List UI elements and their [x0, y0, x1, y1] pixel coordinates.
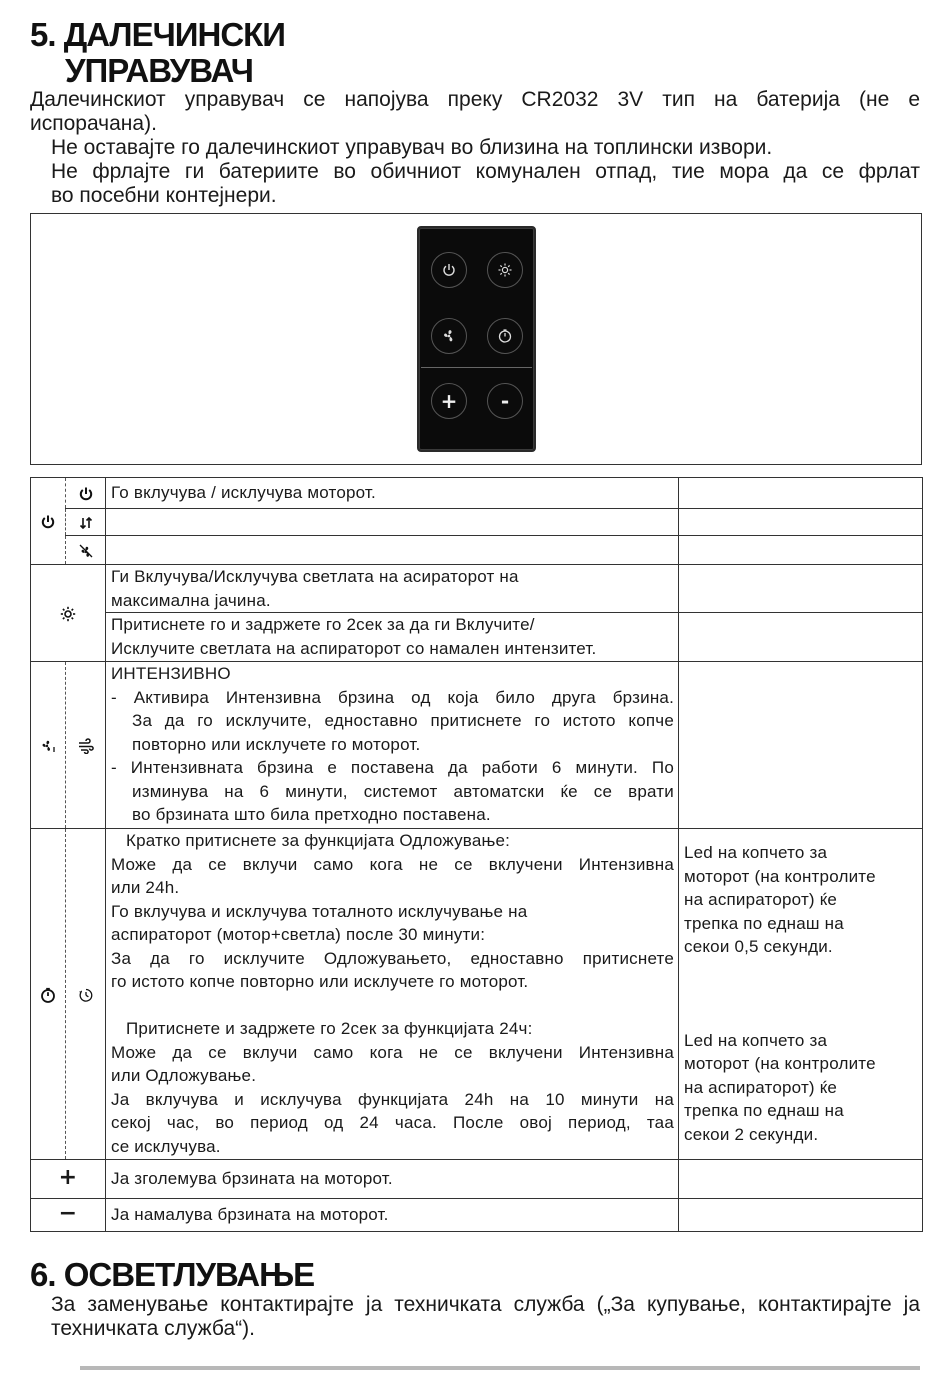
- delay-line1: Кратко притиснете за функцијата Одложување:: [126, 831, 511, 850]
- intensive-b1-line2: За да го исклучите, едноставно притиснете го истото копче: [132, 711, 674, 730]
- remote-power-button: [431, 252, 467, 288]
- section-5-title-line2: УПРАВУВАЧ: [65, 52, 253, 89]
- intro-line2: испорачана).: [30, 112, 157, 135]
- intensive-b2-line1: - Интензивната брзина е поставена да работи 6 минути. По: [111, 758, 674, 777]
- power-icon: [40, 514, 56, 530]
- table-row: [31, 565, 923, 613]
- light-max-line2: максимална јачина.: [111, 590, 271, 610]
- wind-icon: [78, 738, 94, 754]
- light-dim-line1: Притиснете го и задржете го 2сек за да ги Вклучите/: [111, 615, 535, 634]
- remote-fan-button: [431, 318, 467, 354]
- minus-icon-cell: [31, 1199, 106, 1232]
- intensive-heading: ИНТЕНЗИВНО: [111, 664, 231, 683]
- power-icon: [78, 486, 94, 502]
- table-row: [31, 536, 923, 565]
- mode24-note-line2: моторот (на контролите: [684, 1054, 876, 1073]
- speed-swap-icon-cell: [66, 509, 106, 536]
- remote-control-image: [417, 226, 536, 452]
- mode24-line5: секој час, во период од 24 часа. После овој период, таа: [111, 1113, 674, 1132]
- light-max-note: [679, 565, 923, 613]
- mode24-line1: Притиснете и задржете го 2сек за функцијата 24ч:: [126, 1019, 533, 1038]
- remote-plus-button: [431, 383, 467, 419]
- timer-icon: [497, 328, 513, 344]
- clock-icon-cell: [66, 829, 106, 1160]
- minus-desc: [106, 1199, 679, 1232]
- section-6-text-line1: За заменување контактирајте ја техничката служба („За купување, контактирајте ја: [51, 1293, 920, 1316]
- fan-off-desc: [106, 536, 679, 565]
- power-icon: [441, 262, 457, 278]
- section-6-title: 6. ОСВЕТЛУВАЊЕ: [30, 1256, 315, 1293]
- up-down-arrows-icon: [78, 515, 94, 531]
- delay-note-line3: на аспираторот) ќе: [684, 890, 838, 909]
- intensive-b2-line2: изминува на 6 минути, системот автоматски ќе се врати: [132, 781, 674, 801]
- fan-icon: [441, 328, 457, 344]
- light-icon: [497, 262, 513, 278]
- table-row: [31, 1160, 923, 1199]
- timer-desc: [106, 829, 679, 1160]
- fan-off-icon: [78, 543, 94, 559]
- fan-off-icon-cell: [66, 536, 106, 565]
- delay-line2: Може да се вклучи само кога не се вклучени Интензивна: [111, 854, 674, 874]
- warning-battery-line2: во посебни контејнери.: [51, 184, 277, 207]
- remote-divider: [421, 367, 532, 368]
- table-row: [31, 613, 923, 662]
- intensive-icon-cell: [66, 662, 106, 829]
- plus-icon: +: [58, 1165, 78, 1191]
- delay-line4: Го вклучува и исклучува тоталното исклучување на: [111, 901, 528, 921]
- fan-off-note: [679, 536, 923, 565]
- timer-icon: [40, 987, 56, 1003]
- mode24-note-line3: на аспираторот) ќе: [684, 1077, 838, 1097]
- delay-line6: За да го исклучите Одложувањето, едноставно притиснете: [111, 948, 674, 968]
- delay-line7: го истото копче повторно или исклучете го моторот.: [111, 972, 529, 991]
- power-note: [679, 478, 923, 509]
- fan-icon: [40, 738, 56, 754]
- footer-rule: [80, 1366, 920, 1370]
- delay-note-line1: Led на копчето за: [684, 843, 828, 862]
- delay-note-line2: моторот (на контролите: [684, 866, 876, 886]
- section-5-title-line1: 5. ДАЛЕЧИНСКИ: [30, 16, 286, 53]
- plus-desc: [106, 1160, 679, 1199]
- mode24-note-line5: секои 2 секунди.: [684, 1124, 819, 1144]
- timer-note: [679, 829, 923, 1160]
- plus-desc-text: Ја зголемува брзината на моторот.: [111, 1169, 393, 1189]
- light-icon: [60, 606, 76, 622]
- light-max-desc: [106, 565, 679, 613]
- mode24-line6: се исклучува.: [111, 1136, 221, 1156]
- fan-icon-cell: [31, 662, 66, 829]
- remote-light-button: [487, 252, 523, 288]
- clock-icon: [78, 987, 94, 1003]
- table-row: [31, 1199, 923, 1232]
- minus-desc-text: Ја намалува брзината на моторот.: [111, 1205, 389, 1225]
- intensive-desc: [106, 662, 679, 829]
- minus-icon: -: [500, 389, 510, 413]
- minus-note: [679, 1199, 923, 1232]
- intensive-b2-line3: во брзината што била претходно поставена.: [132, 805, 491, 824]
- warning-heat: Не оставајте го далечинскиот управувач во близина на топлински извори.: [51, 136, 773, 159]
- power-group-cell: [31, 478, 66, 565]
- warning-battery-line1: Не фрлајте ги батериите во обичниот комунален отпад, тие мора да се фрлат: [51, 160, 920, 183]
- light-dim-desc: [106, 613, 679, 662]
- mode24-note-line4: трепка по еднаш на: [684, 1101, 844, 1120]
- remote-figure: [30, 213, 922, 465]
- remote-functions-table: [30, 477, 923, 1232]
- timer-icon-cell: [31, 829, 66, 1160]
- delay-note-line4: трепка по еднаш на: [684, 913, 844, 933]
- speed-swap-note: [679, 509, 923, 536]
- delay-note-line5: секои 0,5 секунди.: [684, 937, 833, 956]
- mode24-line4: Ја вклучува и исклучува функцијата 24h на 10 минути на: [111, 1089, 674, 1109]
- intensive-b1-line3: повторно или исклучете го моторот.: [132, 734, 421, 754]
- table-row: [31, 478, 923, 509]
- minus-icon: −: [58, 1201, 78, 1227]
- section-6-text-line2: техничката служба“).: [51, 1317, 255, 1340]
- plus-note: [679, 1160, 923, 1199]
- intro-line1: Далечинскиот управувач се напојува преку CR2032 3V тип на батерија (не е: [30, 88, 920, 111]
- mode24-line2: Може да се вклучи само кога не се вклучени Интензивна: [111, 1042, 674, 1062]
- table-row: [31, 662, 923, 829]
- delay-line3: или 24h.: [111, 878, 180, 897]
- table-row: [31, 829, 923, 1160]
- light-dim-line2: Исклучите светлата на аспираторот со намален интензитет.: [111, 638, 597, 658]
- power-desc: [106, 478, 679, 509]
- mode24-line3: или Одложување.: [111, 1066, 257, 1085]
- power-desc-text: Го вклучува / исклучува моторот.: [111, 483, 376, 503]
- plus-icon: +: [440, 389, 458, 413]
- remote-minus-button: [487, 383, 523, 419]
- power-sub-icon-cell: [66, 478, 106, 509]
- light-dim-note: [679, 613, 923, 662]
- table-row: [31, 509, 923, 536]
- speed-swap-desc: [106, 509, 679, 536]
- delay-line5: аспираторот (мотор+светла) после 30 минути:: [111, 925, 486, 944]
- remote-timer-button: [487, 318, 523, 354]
- intensive-b1-line1: - Активира Интензивна брзина од која било друга брзина.: [111, 687, 674, 707]
- light-icon-cell: [31, 565, 106, 662]
- mode24-note-line1: Led на копчето за: [684, 1030, 828, 1050]
- intensive-note: [679, 662, 923, 829]
- plus-icon-cell: [31, 1160, 106, 1199]
- light-max-line1: Ги Вклучува/Исклучува светлата на асираторот на: [111, 567, 519, 586]
